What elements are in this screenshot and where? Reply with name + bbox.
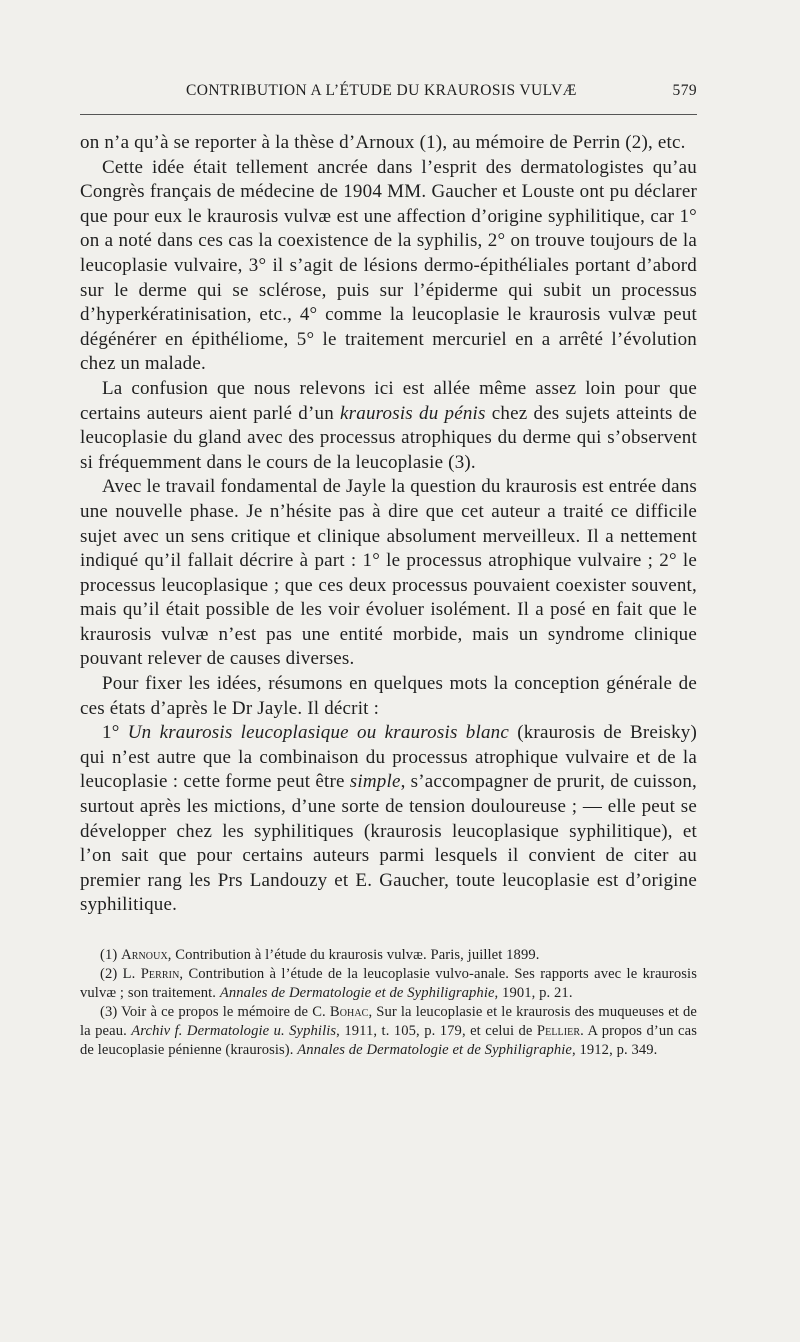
footnote-2-author: Perrin — [140, 966, 180, 982]
footnote-1 — [80, 946, 697, 965]
paragraph-5: Pour fixer les idées, résumons en quelques mots la conception générale de ces états d’après le Dr Jayle. Il décrit : — [80, 673, 697, 719]
paragraph-3-part-b: chez des sujets atteints de leucoplasie du gland avec des processus atrophiques du derme qui s’observent si fréquemment dans le cours de la leucoplasie (3). — [80, 402, 697, 473]
paragraph-6-part-b: , s’accompagner de prurit, de cuisson, surtout après les mictions, d’une sorte de tension douloureuse ; — elle peut se développer chez les syphilitiques (kraurosis leucoplasique syphilitique), et l’on sait que pour certains auteurs parmi lesquels il convient de citer au premier rang les Prs Landouzy et E. Gaucher, toute leucoplasie est d’origine syphilitique. — [80, 771, 698, 916]
running-header — [80, 78, 697, 108]
footnote-1-number: (1) — [100, 947, 122, 963]
footnote-3-text-3: . A propos d’un cas de leucoplasie pénienne (kraurosis). — [80, 1023, 697, 1058]
footnotes — [80, 946, 697, 1060]
paragraph-1: on n’a qu’à se reporter à la thèse d’Arnoux (1), au mémoire de Perrin (2), etc. — [80, 132, 686, 153]
footnote-3-text-1: , Sur la leucoplasie et le kraurosis des muqueuses et de la peau. — [80, 1004, 697, 1039]
footnote-2-journal: Annales de Dermatologie et de Syphiligraphie — [219, 985, 495, 1001]
footnote-3-author-2: Pellier — [536, 1023, 581, 1039]
footnote-1-author: Arnoux — [121, 947, 168, 963]
footnote-3-number: (3) Voir à ce propos le mémoire de C. — [100, 1004, 330, 1020]
footnote-2-text: , Contribution à l’étude de la leucoplasie vulvo-anale. Ses rapports avec le kraurosis vulvæ ; son traitement. — [80, 966, 697, 1001]
footnote-3-end: , 1912, p. 349. — [572, 1042, 658, 1058]
footnote-3-author-1: Bohac — [329, 1004, 369, 1020]
book-page — [80, 78, 697, 1060]
kraurosis-blanc-italic: Un kraurosis leucoplasique ou kraurosis blanc — [127, 722, 509, 744]
page-number: 579 — [672, 82, 697, 99]
paragraph-3-part-a: La confusion que nous relevons ici est allée même assez loin pour que certains auteurs aient parlé d’un — [80, 377, 697, 424]
simple-italic: simple — [349, 771, 401, 793]
footnote-3-journal-1: Archiv f. Dermatologie u. Syphilis — [131, 1023, 337, 1039]
paragraph-4: Avec le travail fondamental de Jayle la question du kraurosis est entrée dans une nouvelle phase. Je n’hésite pas à dire que cet auteur a traité ce difficile sujet avec un sens critique et clinique absolument merveilleux. Il a nettement indiqué qu’il fallait décrire à part : 1° le processus atrophique vulvaire ; 2° le processus leucoplasique ; que ces deux processus pouvaient coexister souvent, mais qu’il était possible de les voir évoluer isolément. Il a posé en fait que le kraurosis vulvæ n’est pas une entité morbide, mais un syndrome clinique pouvant relever de causes diverses. — [80, 476, 697, 670]
footnote-2 — [80, 965, 697, 1003]
footnote-2-number: (2) L. — [100, 966, 141, 982]
footnote-1-text: , Contribution à l’étude du kraurosis vulvæ. Paris, juillet 1899. — [167, 947, 540, 963]
paragraph-6-number: 1° — [102, 722, 128, 744]
body-text — [80, 131, 697, 918]
footnote-3 — [80, 1003, 697, 1060]
running-title: CONTRIBUTION A L’ÉTUDE DU KRAUROSIS VULVÆ — [186, 82, 577, 99]
kraurosis-du-penis-italic: kraurosis du pénis — [340, 402, 486, 424]
footnote-2-end: , 1901, p. 21. — [494, 985, 573, 1001]
header-rule — [80, 114, 697, 115]
paragraph-3 — [80, 377, 697, 475]
paragraph-6 — [80, 721, 697, 918]
footnote-3-text-2: , 1911, t. 105, p. 179, et celui de — [336, 1023, 537, 1039]
footnote-3-journal-2: Annales de Dermatologie et de Syphiligraphie — [297, 1042, 572, 1058]
paragraph-6-part-a: (kraurosis de Breisky) qui n’est autre que la combinaison du processus atrophique vulvaire et de la leucoplasie : cette forme peut être — [80, 722, 697, 793]
paragraph-2: Cette idée était tellement ancrée dans l’esprit des dermatologistes qu’au Congrès français de médecine de 1904 MM. Gaucher et Louste ont pu déclarer que pour eux le kraurosis vulvæ est une affection d’origine syphilitique, car 1° on a noté dans ces cas la coexistence de la syphilis, 2° on trouve toujours de la leucoplasie vulvaire, 3° il s’agit de lésions dermo-épithéliales portant d’abord sur le derme qui se sclérose, puis sur l’épiderme qui subit un processus d’hyperkératinisation, etc., 4° comme la leucoplasie le kraurosis vulvæ peut dégénérer en épithéliome, 5° le traitement mercuriel en a arrêté l’évolution chez un malade. — [80, 156, 697, 375]
